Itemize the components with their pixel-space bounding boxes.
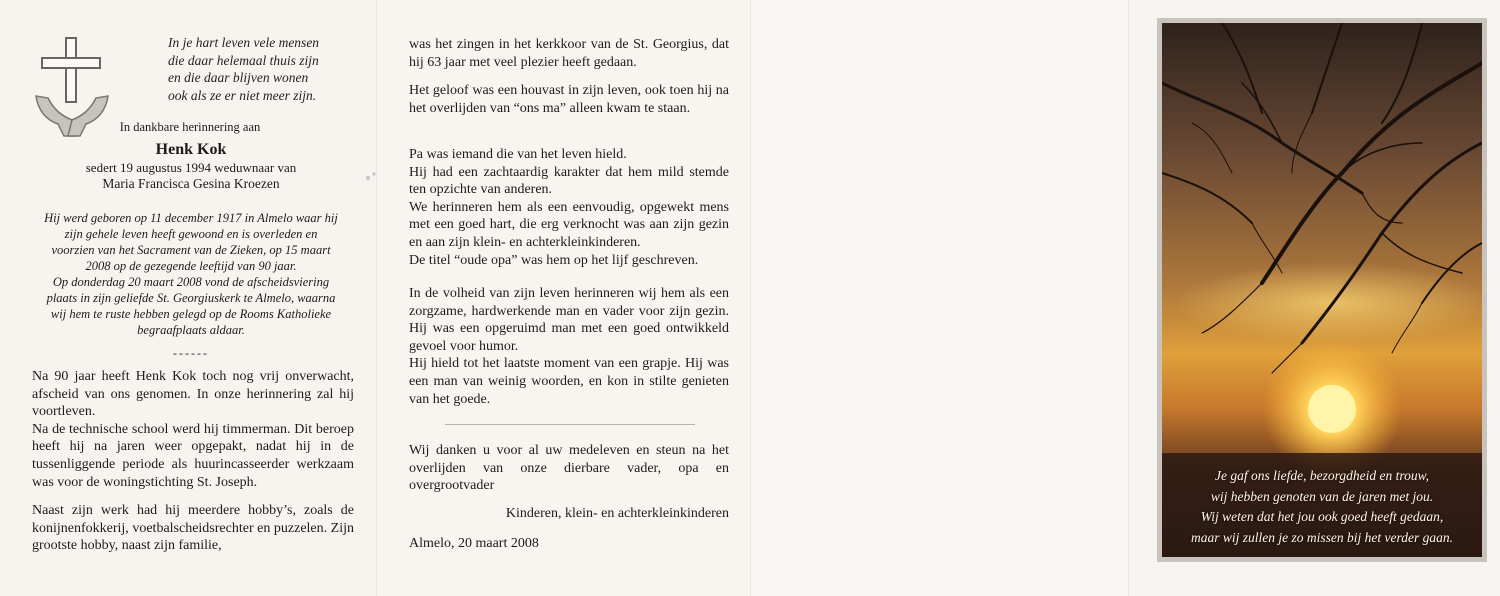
text-line: We herinneren hem als een eenvoudig, opgewekt (409, 199, 695, 215)
biography-line: 2008 op de gezegende leeftijd van 90 jaar. (85, 259, 297, 273)
text-line: dat hij 63 jaar met veel plezier heeft gedaan. (409, 37, 729, 70)
biography-line: zijn gehele leven heeft gewoond en is overleden en (64, 227, 318, 241)
text-line: goed ontwikkeld gevoel voor humor. (409, 321, 729, 354)
divider (445, 424, 695, 425)
text-line: zoals de konijnenfokkerij, voetbalscheidsrechter en (32, 503, 354, 536)
biography-line: Op donderdag 20 maart 2008 vond de afscheidsviering (52, 275, 330, 289)
text-line: onverwacht, afscheid van ons genomen. In onze (32, 369, 355, 402)
widower-since: sedert 19 augustus 1994 weduwnaar van (85, 160, 297, 175)
paragraph (409, 36, 729, 71)
paragraph (409, 146, 729, 269)
biography-line: Hij werd geboren op 11 december 1917 in Almelo waar hij (44, 211, 338, 225)
place-date: Almelo, 20 maart 2008 (409, 536, 539, 551)
text-line: genieten van het goede. (409, 373, 729, 407)
paragraph (409, 82, 729, 117)
text-line: was het zingen in het kerkkoor van de St. Georgius, (409, 37, 708, 52)
text-line: Hij had een zachtaardig karakter dat hem mild (409, 164, 684, 180)
photo-caption (1162, 466, 1482, 548)
biography (26, 210, 356, 338)
remembrance-intro: In dankbare herinnering aan (119, 120, 261, 134)
card-panel-blank (750, 0, 1129, 596)
card-panel-front-right (376, 0, 751, 596)
caption-line: Wij weten dat het jou ook goed heeft gedaan, (1200, 509, 1444, 524)
text-line: stemde ten opzichte van anderen. (409, 164, 729, 198)
text-line: Pa was iemand die van het leven hield. (409, 147, 627, 162)
paragraph (409, 285, 729, 408)
text-line: Na 90 jaar heeft Henk Kok toch nog vrij (32, 369, 280, 384)
text-line: werkzaam was voor de woningstichting St. Joseph. (32, 456, 354, 490)
text-line: herinnering zal hij voortleven. (32, 386, 355, 420)
poem-line: In je hart leven vele mensen (168, 35, 320, 50)
text-line: beroep heeft hij na jaren weer opgepakt, nadat hij (32, 421, 355, 455)
text-line: overlijden van onze dierbare vader, opa en (409, 460, 729, 476)
poem (168, 34, 368, 104)
text-line: zijn gezin en aan zijn klein- en achterkleinkinderen. (409, 217, 730, 250)
text-line: hij na het overlijden van “ons ma” alleen kwam te (409, 83, 729, 116)
text-line: Wij danken u voor al uw medeleven en steun na het (409, 443, 729, 458)
thank-you-paragraph (409, 442, 729, 495)
text-line: zijn gezin. Hij was een opgeruimd man met een (409, 303, 730, 337)
text-line: een zorgzame, hardwerkende man en vader voor (409, 286, 730, 319)
poem-line: die daar helemaal thuis zijn (168, 52, 319, 68)
card-panel-front-left (0, 0, 376, 596)
text-line: puzzelen. Zijn grootste hobby, naast zijn familie, (32, 520, 354, 554)
poem-line: ook als ze er niet meer zijn. (168, 87, 317, 103)
caption-line: maar wij zullen je zo missen bij het verder gaan. (1191, 529, 1453, 545)
paragraph (32, 502, 354, 555)
biography-line: voorzien van het Sacrament van de Zieken, op 15 maart (51, 243, 331, 257)
text-line: was een man van weinig woorden, en kon in stilte (409, 356, 729, 389)
text-line: Na de technische school werd hij timmerman. Dit (32, 421, 313, 437)
text-line: Naast zijn werk had hij meerdere hobby’s, (32, 503, 296, 518)
biography-line: wij hem te ruste hebben gelegd op de Rooms Katholieke (50, 307, 332, 321)
signers: Kinderen, klein- en achterkleinkinderen (505, 506, 729, 521)
text-line: mens met een goed hart, die erg verknocht was aan (409, 199, 729, 233)
text-line: De titel “oude opa” was hem op het lijf geschreven. (409, 252, 699, 268)
text-line: In de volheid van zijn leven herinneren wij hem als (409, 286, 706, 301)
text-line: overgrootvader (409, 478, 495, 494)
poem-line: en die daar blijven wonen (168, 70, 309, 85)
spouse-name: Maria Francisca Gesina Kroezen (102, 176, 280, 191)
text-line: in de tussenliggende periode als huurincasseerder (32, 439, 354, 472)
text-line: staan. (657, 100, 691, 116)
paragraph (32, 368, 354, 491)
biography-line: begraafplaats aldaar. (137, 323, 245, 337)
caption-line: Je gaf ons liefde, bezorgdheid en trouw, (1215, 468, 1429, 483)
card-panel-photo (1128, 0, 1500, 596)
biography-line: plaats in zijn geliefde St. Georgiuskerk te Almelo, waarna (46, 291, 336, 305)
text-line: Hij hield tot het laatste moment van een grapje. Hij (409, 356, 703, 372)
separator: ------ (173, 346, 209, 360)
text-line: Het geloof was een houvast in zijn leven, ook toen (409, 83, 694, 98)
deceased-name: Henk Kok (155, 141, 227, 158)
caption-line: wij hebben genoten van de jaren met jou. (1210, 488, 1434, 504)
